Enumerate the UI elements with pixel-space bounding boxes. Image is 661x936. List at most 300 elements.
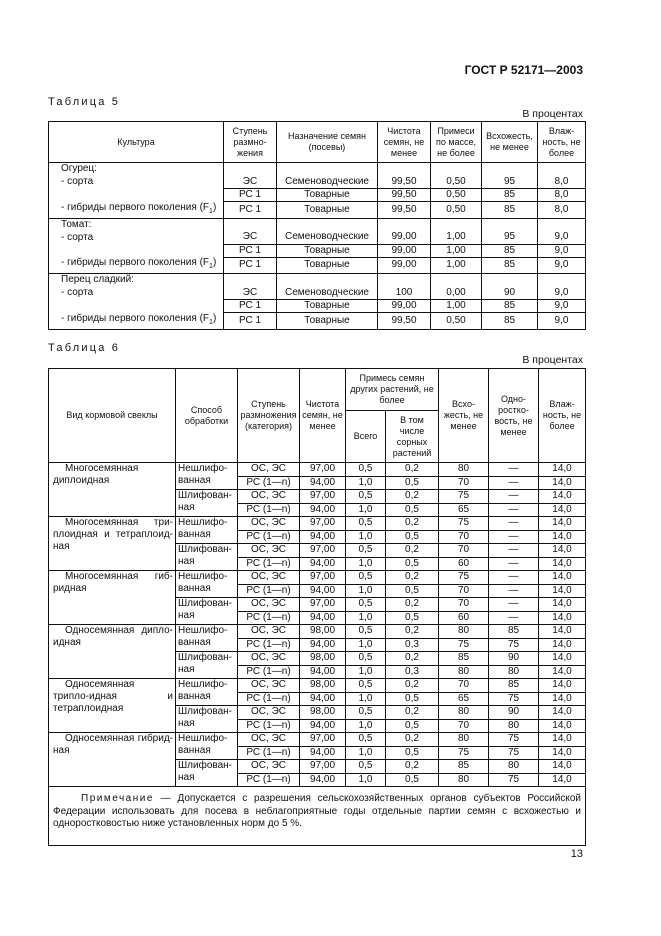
- table5-empty-cell: [378, 274, 431, 287]
- table6-value-cell: 14,0: [539, 584, 586, 598]
- table6-col-impurity-group: Примесь семян других растений, не более: [346, 369, 439, 411]
- table5-value-cell: 1,00: [431, 231, 482, 244]
- table6-value-cell: ОС, ЭС: [238, 517, 300, 531]
- table6-value-cell: 75: [489, 773, 539, 787]
- table5-value-cell: Товарные: [277, 189, 378, 202]
- table5-value-cell: Товарные: [277, 300, 378, 313]
- table5-value-cell: 85: [482, 189, 538, 202]
- table6-value-cell: 70: [439, 584, 489, 598]
- table-row: [49, 257, 586, 274]
- table5-value-cell: 0,00: [431, 287, 482, 300]
- table5-group-row: [49, 274, 586, 287]
- table6-value-cell: 97,00: [300, 733, 346, 747]
- table6-value-cell: 70: [439, 598, 489, 612]
- table6-value-cell: 0,2: [386, 490, 439, 504]
- table6-value-cell: 98,00: [300, 679, 346, 693]
- table6-value-cell: 0,5: [386, 719, 439, 733]
- table6-value-cell: 70: [439, 544, 489, 558]
- table5-empty-cell: [49, 189, 224, 202]
- table5-culture-sort: - сорта: [49, 231, 224, 244]
- table6-method-cell: Шлифован-ная: [176, 598, 238, 625]
- table6-value-cell: 0,5: [346, 517, 386, 531]
- table5-value-cell: 99,00: [378, 231, 431, 244]
- table6-value-cell: 75: [489, 746, 539, 760]
- table6-value-cell: 80: [489, 665, 539, 679]
- table6-value-cell: 1,0: [346, 503, 386, 517]
- table6-value-cell: РС (1—n): [238, 584, 300, 598]
- table6: [48, 368, 586, 846]
- table6-value-cell: 14,0: [539, 733, 586, 747]
- table6-col-kind: Вид кормовой свеклы: [49, 369, 176, 463]
- table6-value-cell: РС (1—n): [238, 530, 300, 544]
- table6-value-cell: 94,00: [300, 746, 346, 760]
- table6-method-cell: Шлифован-ная: [176, 490, 238, 517]
- table5-value-cell: Товарные: [277, 202, 378, 219]
- table6-value-cell: 94,00: [300, 476, 346, 490]
- table5-culture-name: Перец сладкий:: [49, 274, 224, 287]
- table6-value-cell: ОС, ЭС: [238, 625, 300, 639]
- table6-value-cell: ОС, ЭС: [238, 679, 300, 693]
- table5-unit: В процентах: [522, 108, 583, 120]
- table6-value-cell: 1,0: [346, 557, 386, 571]
- table6-value-cell: 1,0: [346, 638, 386, 652]
- table5-value-cell: 99,50: [378, 189, 431, 202]
- table6-value-cell: 98,00: [300, 625, 346, 639]
- table6-value-cell: 0,5: [346, 571, 386, 585]
- table6-col-moisture: Влаж-ность, не более: [539, 369, 586, 463]
- table-row: [49, 231, 586, 244]
- table6-method-cell: Нешлифо-ванная: [176, 463, 238, 490]
- table5-empty-cell: [482, 274, 538, 287]
- table5-value-cell: 95: [482, 231, 538, 244]
- table5-value-cell: 8,0: [538, 202, 586, 219]
- table6-value-cell: 80: [439, 463, 489, 477]
- table6-kind-label: Односемянная гибрид-ная: [53, 733, 173, 756]
- table6-col-impurity-total: Всего: [346, 411, 386, 463]
- table5-empty-cell: [277, 274, 378, 287]
- table6-kind-cell: [49, 517, 176, 571]
- table6-col-single-sprout: Одно-ростко-вость, не менее: [489, 369, 539, 463]
- table-row: [49, 733, 586, 747]
- table5-col-header: Всхожесть, не менее: [482, 122, 538, 163]
- table-row: [49, 202, 586, 219]
- table-row: [49, 625, 586, 639]
- table5-value-cell: 9,0: [538, 257, 586, 274]
- table5-value-cell: 0,50: [431, 313, 482, 330]
- table6-value-cell: РС (1—n): [238, 557, 300, 571]
- table6-note-row: [49, 787, 586, 846]
- table6-value-cell: РС (1—n): [238, 692, 300, 706]
- table6-value-cell: —: [489, 490, 539, 504]
- table6-value-cell: —: [489, 557, 539, 571]
- table6-col-purity: Чистота семян, не менее: [300, 369, 346, 463]
- table6-value-cell: 14,0: [539, 706, 586, 720]
- table5-value-cell: РС 1: [224, 300, 277, 313]
- table-row: [49, 189, 586, 202]
- table6-value-cell: 70: [439, 530, 489, 544]
- table5-value-cell: 1,00: [431, 257, 482, 274]
- table6-kind-cell: [49, 733, 176, 787]
- table6-value-cell: 80: [489, 719, 539, 733]
- table6-value-cell: 14,0: [539, 652, 586, 666]
- table6-value-cell: 0,5: [346, 679, 386, 693]
- table5-value-cell: 0,50: [431, 202, 482, 219]
- table6-value-cell: РС (1—n): [238, 638, 300, 652]
- table5-value-cell: Товарные: [277, 257, 378, 274]
- table6-value-cell: РС (1—n): [238, 611, 300, 625]
- table6-value-cell: 0,5: [386, 746, 439, 760]
- table5-empty-cell: [431, 218, 482, 231]
- table6-value-cell: ОС, ЭС: [238, 490, 300, 504]
- table6-value-cell: 0,5: [386, 611, 439, 625]
- table6-value-cell: —: [489, 598, 539, 612]
- table5-culture-name: Томат:: [49, 218, 224, 231]
- table6-value-cell: 98,00: [300, 706, 346, 720]
- table5-value-cell: РС 1: [224, 244, 277, 257]
- table5-value-cell: Товарные: [277, 313, 378, 330]
- table6-kind-cell: [49, 625, 176, 679]
- table6-value-cell: 0,2: [386, 706, 439, 720]
- table5-empty-cell: [224, 163, 277, 176]
- table6-method-cell: Нешлифо-ванная: [176, 517, 238, 544]
- table6-kind-label: Односемянная дипло-идная: [53, 625, 173, 648]
- table6-value-cell: 85: [489, 679, 539, 693]
- table6-value-cell: 70: [439, 719, 489, 733]
- table6-value-cell: 75: [489, 638, 539, 652]
- table6-kind-label: Многосемянная диплоидная: [53, 463, 139, 486]
- table5-col-header: Ступень размно-жения: [224, 122, 277, 163]
- table6-value-cell: 97,00: [300, 571, 346, 585]
- table6-value-cell: 0,2: [386, 625, 439, 639]
- table5-value-cell: ЭС: [224, 231, 277, 244]
- table6-value-cell: РС (1—n): [238, 665, 300, 679]
- table6-value-cell: 80: [489, 760, 539, 774]
- table5-value-cell: Семеноводческие: [277, 176, 378, 189]
- table5-empty-cell: [378, 218, 431, 231]
- table6-value-cell: 75: [439, 746, 489, 760]
- table6-value-cell: 0,5: [346, 598, 386, 612]
- table6-value-cell: 75: [439, 517, 489, 531]
- table6-value-cell: ОС, ЭС: [238, 706, 300, 720]
- table6-method-cell: Нешлифо-ванная: [176, 571, 238, 598]
- table6-value-cell: 97,00: [300, 490, 346, 504]
- table6-value-cell: 0,5: [346, 652, 386, 666]
- table5-empty-cell: [378, 163, 431, 176]
- table6-value-cell: 70: [439, 679, 489, 693]
- table6-kind-label: Односемянная трипло-идная и тетраплоидная: [53, 679, 173, 714]
- table5-value-cell: 1,00: [431, 300, 482, 313]
- table5-value-cell: 9,0: [538, 300, 586, 313]
- table6-value-cell: 97,00: [300, 463, 346, 477]
- table5-value-cell: 85: [482, 313, 538, 330]
- table6-value-cell: 0,2: [386, 760, 439, 774]
- page-number: 13: [570, 848, 583, 860]
- table6-value-cell: 75: [489, 692, 539, 706]
- table6-col-impurity-weedy: В том числе сорных растений: [386, 411, 439, 463]
- note-text: — Допускается с разрешения сельскохозяйственных органов субъектов Российской Федерации использовать для посева в неблагоприятные годы отдельные партии семян с всхожестью и одноростковостью ниже установленных норм до 5 %.: [53, 793, 581, 829]
- table6-value-cell: 0,2: [386, 544, 439, 558]
- table5-empty-cell: [482, 163, 538, 176]
- table6-value-cell: РС (1—n): [238, 773, 300, 787]
- table6-value-cell: 0,5: [386, 692, 439, 706]
- table6-value-cell: 94,00: [300, 719, 346, 733]
- table6-value-cell: 94,00: [300, 530, 346, 544]
- table6-value-cell: 14,0: [539, 463, 586, 477]
- table5-group-row: [49, 163, 586, 176]
- table6-value-cell: —: [489, 544, 539, 558]
- table5-empty-cell: [277, 163, 378, 176]
- table6-value-cell: 14,0: [539, 544, 586, 558]
- table6-kind-label: Многосемянная гиб-ридная: [53, 571, 173, 594]
- table6-value-cell: 0,5: [346, 760, 386, 774]
- table6-method-cell: Шлифован-ная: [176, 652, 238, 679]
- table6-caption: Таблица 6: [48, 342, 121, 354]
- table5-culture-name: Огурец:: [49, 163, 224, 176]
- table5-empty-cell: [277, 218, 378, 231]
- table6-value-cell: 14,0: [539, 490, 586, 504]
- table6-method-cell: Шлифован-ная: [176, 760, 238, 787]
- table6-value-cell: 14,0: [539, 719, 586, 733]
- table6-value-cell: 75: [439, 638, 489, 652]
- table6-value-cell: 14,0: [539, 679, 586, 693]
- table6-value-cell: 75: [439, 571, 489, 585]
- table6-value-cell: 70: [439, 476, 489, 490]
- table5-value-cell: ЭС: [224, 176, 277, 189]
- table6-value-cell: РС (1—n): [238, 746, 300, 760]
- table5-value-cell: РС 1: [224, 257, 277, 274]
- table6-value-cell: ОС, ЭС: [238, 571, 300, 585]
- table6-value-cell: —: [489, 571, 539, 585]
- table-row: [49, 463, 586, 477]
- table5-col-header: Влаж-ность, не более: [538, 122, 586, 163]
- table5-empty-cell: [538, 163, 586, 176]
- table6-value-cell: ОС, ЭС: [238, 733, 300, 747]
- table5-empty-cell: [431, 274, 482, 287]
- table5-value-cell: ЭС: [224, 287, 277, 300]
- note-label: Примечание: [81, 793, 154, 804]
- table6-value-cell: 97,00: [300, 517, 346, 531]
- table6-note: [49, 787, 586, 846]
- table5-empty-cell: [538, 218, 586, 231]
- table5-value-cell: 85: [482, 244, 538, 257]
- table6-value-cell: РС (1—n): [238, 503, 300, 517]
- table-row: [49, 287, 586, 300]
- table6-value-cell: 80: [439, 733, 489, 747]
- table-row: [49, 300, 586, 313]
- table6-header-row: [49, 369, 586, 411]
- table6-value-cell: —: [489, 530, 539, 544]
- table6-value-cell: 85: [439, 760, 489, 774]
- table5-value-cell: РС 1: [224, 189, 277, 202]
- table-row: [49, 571, 586, 585]
- table6-value-cell: 1,0: [346, 476, 386, 490]
- table6-value-cell: 14,0: [539, 530, 586, 544]
- table6-value-cell: 0,2: [386, 733, 439, 747]
- table6-value-cell: 14,0: [539, 571, 586, 585]
- table5-culture-hybrid: - гибриды первого поколения $(F_1)$: [49, 202, 224, 219]
- table5-value-cell: 90: [482, 287, 538, 300]
- table5-value-cell: 85: [482, 202, 538, 219]
- table6-value-cell: 0,3: [386, 665, 439, 679]
- table6-value-cell: 0,5: [346, 625, 386, 639]
- table6-method-cell: Нешлифо-ванная: [176, 625, 238, 652]
- table6-value-cell: 94,00: [300, 638, 346, 652]
- table6-col-stage: Ступень размножения (категория): [238, 369, 300, 463]
- table6-value-cell: 0,5: [386, 530, 439, 544]
- table5-empty-cell: [224, 218, 277, 231]
- table5-value-cell: 9,0: [538, 244, 586, 257]
- table6-method-cell: Шлифован-ная: [176, 706, 238, 733]
- table6-method-cell: Нешлифо-ванная: [176, 679, 238, 706]
- table6-value-cell: ОС, ЭС: [238, 598, 300, 612]
- table6-value-cell: 0,5: [386, 557, 439, 571]
- table5-value-cell: 8,0: [538, 176, 586, 189]
- table5-col-header: Чистота семян, не менее: [378, 122, 431, 163]
- table6-value-cell: 65: [439, 692, 489, 706]
- table6-value-cell: 0,5: [346, 463, 386, 477]
- table5-culture-hybrid: - гибриды первого поколения $(F_1)$: [49, 257, 224, 274]
- table5-value-cell: 8,0: [538, 189, 586, 202]
- table5-value-cell: 85: [482, 300, 538, 313]
- table6-value-cell: 1,0: [346, 746, 386, 760]
- table6-value-cell: 0,2: [386, 571, 439, 585]
- table6-value-cell: 14,0: [539, 476, 586, 490]
- table5-header-row: [49, 122, 586, 163]
- table6-method-cell: Шлифован-ная: [176, 544, 238, 571]
- table5-value-cell: 100: [378, 287, 431, 300]
- table6-value-cell: 14,0: [539, 611, 586, 625]
- table5-value-cell: 9,0: [538, 287, 586, 300]
- table5-culture-sort: - сорта: [49, 287, 224, 300]
- table6-value-cell: 1,0: [346, 692, 386, 706]
- table5-empty-cell: [49, 300, 224, 313]
- table6-value-cell: ОС, ЭС: [238, 463, 300, 477]
- table5-value-cell: 0,50: [431, 189, 482, 202]
- table5-value-cell: 0,50: [431, 176, 482, 189]
- table6-value-cell: —: [489, 517, 539, 531]
- table6-value-cell: 85: [489, 625, 539, 639]
- table6-col-method: Способ обработки: [176, 369, 238, 463]
- table5-value-cell: 99,00: [378, 300, 431, 313]
- table6-value-cell: 75: [489, 733, 539, 747]
- table6-value-cell: 1,0: [346, 611, 386, 625]
- table6-value-cell: —: [489, 584, 539, 598]
- table-row: [49, 244, 586, 257]
- table6-value-cell: 14,0: [539, 692, 586, 706]
- table6-value-cell: 0,2: [386, 652, 439, 666]
- table6-value-cell: ОС, ЭС: [238, 760, 300, 774]
- table6-value-cell: 65: [439, 503, 489, 517]
- table5-col-header: Культура: [49, 122, 224, 163]
- table6-value-cell: 85: [439, 652, 489, 666]
- table6-value-cell: 14,0: [539, 557, 586, 571]
- table6-value-cell: 0,2: [386, 517, 439, 531]
- document-id: ГОСТ Р 52171—2003: [464, 63, 583, 77]
- table6-value-cell: 14,0: [539, 746, 586, 760]
- table-row: [49, 517, 586, 531]
- table5-value-cell: 99,50: [378, 202, 431, 219]
- table5-culture-hybrid: - гибриды первого поколения $(F_1)$: [49, 313, 224, 330]
- table5-value-cell: 9,0: [538, 231, 586, 244]
- table5-col-header: Примеси по массе, не более: [431, 122, 482, 163]
- table6-value-cell: 60: [439, 557, 489, 571]
- table6-value-cell: 94,00: [300, 503, 346, 517]
- table5: [48, 121, 586, 330]
- table5-culture-sort: - сорта: [49, 176, 224, 189]
- table6-value-cell: 14,0: [539, 503, 586, 517]
- table6-value-cell: 0,5: [346, 706, 386, 720]
- table6-value-cell: 94,00: [300, 665, 346, 679]
- table5-value-cell: РС 1: [224, 202, 277, 219]
- table-row: [49, 313, 586, 330]
- table5-value-cell: 99,50: [378, 176, 431, 189]
- table6-value-cell: 75: [439, 490, 489, 504]
- table5-col-header: Назначение семян (посевы): [277, 122, 378, 163]
- table5-empty-cell: [482, 218, 538, 231]
- table6-value-cell: 1,0: [346, 719, 386, 733]
- table5-empty-cell: [431, 163, 482, 176]
- table6-value-cell: ОС, ЭС: [238, 544, 300, 558]
- table5-value-cell: Семеноводческие: [277, 231, 378, 244]
- table5-empty-cell: [538, 274, 586, 287]
- table6-value-cell: 1,0: [346, 665, 386, 679]
- table5-value-cell: 1,00: [431, 244, 482, 257]
- table6-value-cell: 94,00: [300, 557, 346, 571]
- table5-value-cell: Товарные: [277, 244, 378, 257]
- table6-unit: В процентах: [522, 354, 583, 366]
- table6-value-cell: 1,0: [346, 530, 386, 544]
- table6-value-cell: 0,5: [386, 503, 439, 517]
- table5-value-cell: 95: [482, 176, 538, 189]
- table6-value-cell: 0,5: [346, 544, 386, 558]
- table6-value-cell: ОС, ЭС: [238, 652, 300, 666]
- table6-value-cell: 94,00: [300, 773, 346, 787]
- table6-value-cell: 80: [439, 706, 489, 720]
- table5-value-cell: РС 1: [224, 313, 277, 330]
- table6-value-cell: 97,00: [300, 760, 346, 774]
- table6-value-cell: 14,0: [539, 638, 586, 652]
- table6-value-cell: 80: [439, 665, 489, 679]
- table6-value-cell: 94,00: [300, 692, 346, 706]
- table6-value-cell: 90: [489, 652, 539, 666]
- table5-caption: Таблица 5: [48, 96, 121, 108]
- table6-value-cell: 0,2: [386, 679, 439, 693]
- table6-value-cell: 97,00: [300, 544, 346, 558]
- table5-value-cell: 85: [482, 257, 538, 274]
- table6-value-cell: РС (1—n): [238, 476, 300, 490]
- table5-empty-cell: [224, 274, 277, 287]
- table5-value-cell: 99,50: [378, 313, 431, 330]
- table6-value-cell: 94,00: [300, 584, 346, 598]
- table6-value-cell: —: [489, 611, 539, 625]
- table-row: [49, 679, 586, 693]
- table6-kind-cell: [49, 463, 176, 517]
- table6-value-cell: 0,3: [386, 638, 439, 652]
- table6-kind-cell: [49, 679, 176, 733]
- table6-kind-label: Многосемянная три-плоидная и тетраплоид-ная: [53, 517, 173, 552]
- table6-col-germination: Всхо-жесть, не менее: [439, 369, 489, 463]
- table6-value-cell: 0,5: [346, 733, 386, 747]
- table6-value-cell: 14,0: [539, 665, 586, 679]
- table6-value-cell: 98,00: [300, 652, 346, 666]
- table6-value-cell: 14,0: [539, 760, 586, 774]
- table6-value-cell: 14,0: [539, 773, 586, 787]
- table5-value-cell: Семеноводческие: [277, 287, 378, 300]
- table5-group-row: [49, 218, 586, 231]
- table6-value-cell: 1,0: [346, 773, 386, 787]
- table6-value-cell: 60: [439, 611, 489, 625]
- table-row: [49, 176, 586, 189]
